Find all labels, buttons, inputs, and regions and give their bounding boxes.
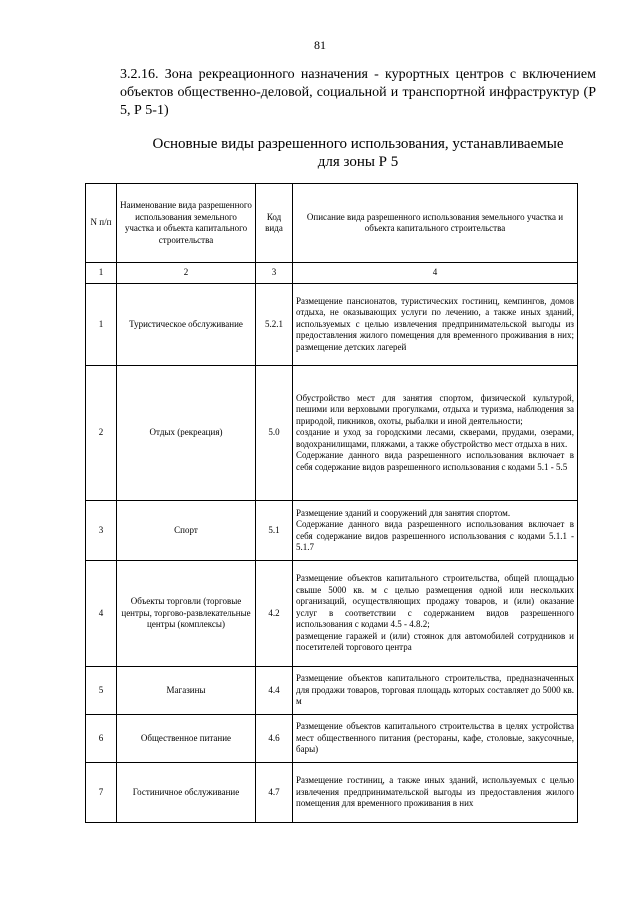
row-name: Отдых (рекреация) — [117, 366, 256, 501]
row-desc — [293, 501, 578, 561]
table-row — [86, 501, 578, 561]
row-num: 3 — [86, 501, 117, 561]
row-desc-text: Содержание данного вида разрешенного использования включает в себя содержание видов разрешенного использования с кодами 5.1 - 5.5 — [296, 450, 574, 472]
column-index-row — [86, 263, 578, 284]
row-desc-text: создание и уход за городскими лесами, скверами, прудами, озерами, водохранилищами, пляжами, а также обустройство мест отдыха в них. — [296, 427, 574, 449]
row-name: Магазины — [117, 667, 256, 715]
row-desc — [293, 284, 578, 366]
row-desc — [293, 763, 578, 823]
row-num: 2 — [86, 366, 117, 501]
column-index: 2 — [117, 263, 256, 284]
row-desc-text: Размещение зданий и сооружений для занятия спортом. — [296, 507, 511, 518]
column-index: 3 — [256, 263, 293, 284]
row-desc-text: Размещение объектов капитального строительства в целях устройства мест общественного питания (рестораны, кафе, столовые, закусочные, бары) — [296, 721, 574, 755]
header-code: Код вида — [256, 184, 293, 263]
column-index: 4 — [293, 263, 578, 284]
column-index: 1 — [86, 263, 117, 284]
table-row — [86, 763, 578, 823]
row-desc — [293, 366, 578, 501]
row-desc — [293, 667, 578, 715]
table-row — [86, 667, 578, 715]
row-desc-text: Содержание данного вида разрешенного использования включает в себя содержание видов разрешенного использования с кодами 5.1.1 - 5.1.7 — [296, 519, 574, 552]
row-desc-text: Размещение объектов капитального строительства, предназначенных для продажи товаров, торговая площадь которых составляет до 5000 кв. м — [296, 673, 574, 707]
row-code: 5.2.1 — [256, 284, 293, 366]
header-name: Наименование вида разрешенного использования земельного участка и объекта капитального строительства — [117, 184, 256, 263]
table-row — [86, 366, 578, 501]
row-name: Объекты торговли (торговые центры, торгово-развлекательные центры (комплексы) — [117, 561, 256, 667]
row-num: 7 — [86, 763, 117, 823]
row-desc-text: Обустройство мест для занятия спортом, физической культурой, пешими или верховыми прогулками, отдыха и туризма, наблюдения за природой, пикников, охоты, рыбалки и иной деятельности; — [296, 392, 574, 426]
header-num: N п/п — [86, 184, 117, 263]
table-row — [86, 561, 578, 667]
row-desc-text: Размещение пансионатов, туристических гостиниц, кемпингов, домов отдыха, не оказывающих услуги по лечению, а также иных зданий, используемых с целью извлечения предпринимательской выгоды из предоставления жилого помещения для временного проживания в них; размещение детских лагерей — [296, 295, 574, 352]
row-code: 5.0 — [256, 366, 293, 501]
table-title-line-1: Основные виды разрешенного использования, устанавливаемые — [152, 136, 564, 152]
row-desc-text: Размещение гостиниц, а также иных зданий, используемых с целью извлечения предпринимательской выгоды из предоставления жилого помещения для временного проживания в них — [296, 775, 574, 809]
row-code: 4.7 — [256, 763, 293, 823]
page-number: 81 — [314, 38, 326, 52]
row-num: 6 — [86, 715, 117, 763]
row-num: 1 — [86, 284, 117, 366]
row-name: Спорт — [117, 501, 256, 561]
row-num: 5 — [86, 667, 117, 715]
row-desc — [293, 561, 578, 667]
row-num: 4 — [86, 561, 117, 667]
row-name: Гостиничное обслуживание — [117, 763, 256, 823]
row-code: 4.4 — [256, 667, 293, 715]
permitted-use-table — [85, 183, 578, 823]
section-heading: 3.2.16. Зона рекреационного назначения - курортных центров с включением объектов общественно-деловой, социальной и транспортной инфраструктур (Р 5, Р 5-1) — [120, 67, 596, 118]
table-header-row — [86, 184, 578, 263]
row-desc-text: размещение гаражей и (или) стоянок для автомобилей сотрудников и посетителей торгового центра — [296, 630, 574, 653]
row-name: Общественное питание — [117, 715, 256, 763]
header-desc: Описание вида разрешенного использования земельного участка и объекта капитального строительства — [293, 184, 578, 263]
row-desc — [293, 715, 578, 763]
row-code: 5.1 — [256, 501, 293, 561]
row-code: 4.6 — [256, 715, 293, 763]
table-row — [86, 715, 578, 763]
row-desc-text: Размещение объектов капитального строительства, общей площадью свыше 5000 кв. м с целью размещения одной или нескольких организаций, осуществляющих продажу товаров, и (или) оказание услуг в соответствии с содержанием видов разрешенного использования с кодами 4.5 - 4.8.2; — [296, 573, 574, 630]
row-name: Туристическое обслуживание — [117, 284, 256, 366]
row-code: 4.2 — [256, 561, 293, 667]
table-title-line-2: для зоны Р 5 — [317, 154, 399, 170]
table-title — [120, 135, 596, 171]
table-row — [86, 284, 578, 366]
